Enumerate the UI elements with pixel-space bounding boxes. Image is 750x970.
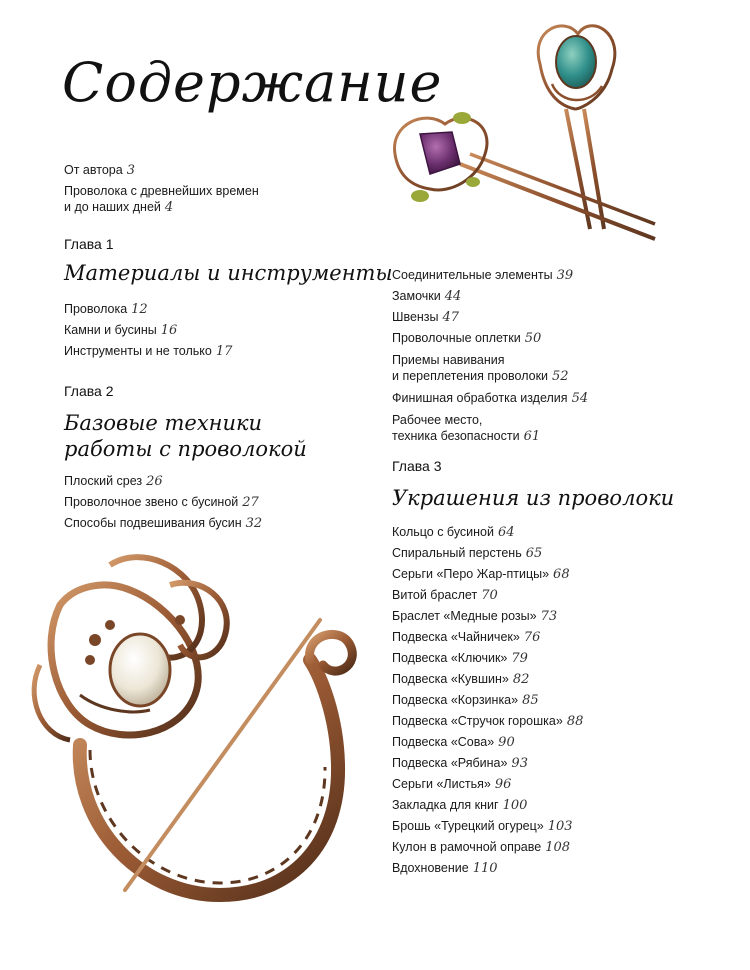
chapter-3-list: [392, 522, 583, 879]
pin-prong: [470, 154, 655, 224]
toc-entry[interactable]: Проволочные оплетки 50: [392, 331, 542, 346]
toc-entry[interactable]: Закладка для книг 100: [392, 798, 528, 813]
toc-entry[interactable]: Способы подвешивания бусин 32: [64, 516, 263, 531]
toc-entry[interactable]: Подвеска «Ключик» 79: [392, 651, 528, 666]
pearl-stone: [110, 634, 170, 706]
toc-entry[interactable]: Вдохновение 110: [392, 861, 498, 876]
chapter-3-title: Украшения из проволоки: [392, 486, 675, 510]
toc-entry[interactable]: Брошь «Турецкий огурец» 103: [392, 819, 573, 834]
continued-list: [392, 265, 588, 445]
toc-entry[interactable]: Браслет «Медные розы» 73: [392, 609, 558, 624]
toc-entry[interactable]: Финишная обработка изделия 54: [392, 391, 589, 406]
hairpin-photo: [390, 14, 670, 244]
toc-entry[interactable]: Серьги «Перо Жар-птицы» 68: [392, 567, 570, 582]
toc-entry[interactable]: Проволочное звено с бусиной 27: [64, 495, 259, 510]
chapter-2-title: Базовые техники работы с проволокой: [64, 411, 307, 461]
green-bead: [411, 190, 429, 202]
toc-entry[interactable]: Соединительные элементы 39: [392, 268, 574, 283]
toc-entry[interactable]: Спиральный перстень 65: [392, 546, 543, 561]
copper-bead: [85, 655, 95, 665]
copper-bead: [175, 615, 185, 625]
chapter-2-list: [64, 471, 262, 534]
pin-prong: [460, 164, 655, 239]
brooch-photo: [20, 545, 380, 930]
toc-entry[interactable]: Проволока 12: [64, 302, 148, 317]
toc-entry[interactable]: Кулон в рамочной оправе 108: [392, 840, 571, 855]
turquoise-stone: [556, 36, 596, 88]
chapter-1-heading: Глава 1: [64, 236, 114, 252]
page-title: Содержание: [62, 51, 443, 114]
toc-entry[interactable]: Подвеска «Чайничек» 76: [392, 630, 541, 645]
green-bead: [453, 112, 471, 124]
toc-entry[interactable]: Приемы навивания и переплетения проволоки 52: [392, 353, 569, 384]
toc-entry[interactable]: От автора 3: [64, 163, 135, 178]
copper-bead: [105, 620, 115, 630]
toc-entry[interactable]: Серьги «Листья» 96: [392, 777, 512, 792]
toc-entry[interactable]: Инструменты и не только 17: [64, 344, 233, 359]
toc-entry[interactable]: Подвеска «Рябина» 93: [392, 756, 528, 771]
toc-entry[interactable]: Витой браслет 70: [392, 588, 498, 603]
intro-list: [64, 160, 259, 216]
toc-entry[interactable]: Рабочее место, техника безопасности 61: [392, 413, 541, 444]
toc-entry[interactable]: Подвеска «Сова» 90: [392, 735, 515, 750]
toc-entry[interactable]: Подвеска «Кувшин» 82: [392, 672, 530, 687]
amethyst-stone: [420, 132, 460, 174]
toc-entry[interactable]: Подвеска «Корзинка» 85: [392, 693, 539, 708]
green-bead: [466, 177, 480, 187]
toc-entry[interactable]: Плоский срез 26: [64, 474, 163, 489]
toc-entry[interactable]: Швензы 47: [392, 310, 460, 325]
chapter-1-title: Материалы и инструменты: [64, 261, 393, 285]
toc-entry[interactable]: Подвеска «Стручок горошка» 88: [392, 714, 584, 729]
toc-entry[interactable]: Камни и бусины 16: [64, 323, 178, 338]
toc-entry[interactable]: Кольцо с бусиной 64: [392, 525, 515, 540]
copper-bead: [89, 634, 101, 646]
toc-entry[interactable]: Замочки 44: [392, 289, 462, 304]
chapter-1-list: [64, 299, 232, 362]
chapter-2-heading: Глава 2: [64, 383, 114, 399]
chapter-3-heading: Глава 3: [392, 458, 442, 474]
toc-entry[interactable]: Проволока с древнейших времен и до наших дней 4: [64, 184, 259, 215]
